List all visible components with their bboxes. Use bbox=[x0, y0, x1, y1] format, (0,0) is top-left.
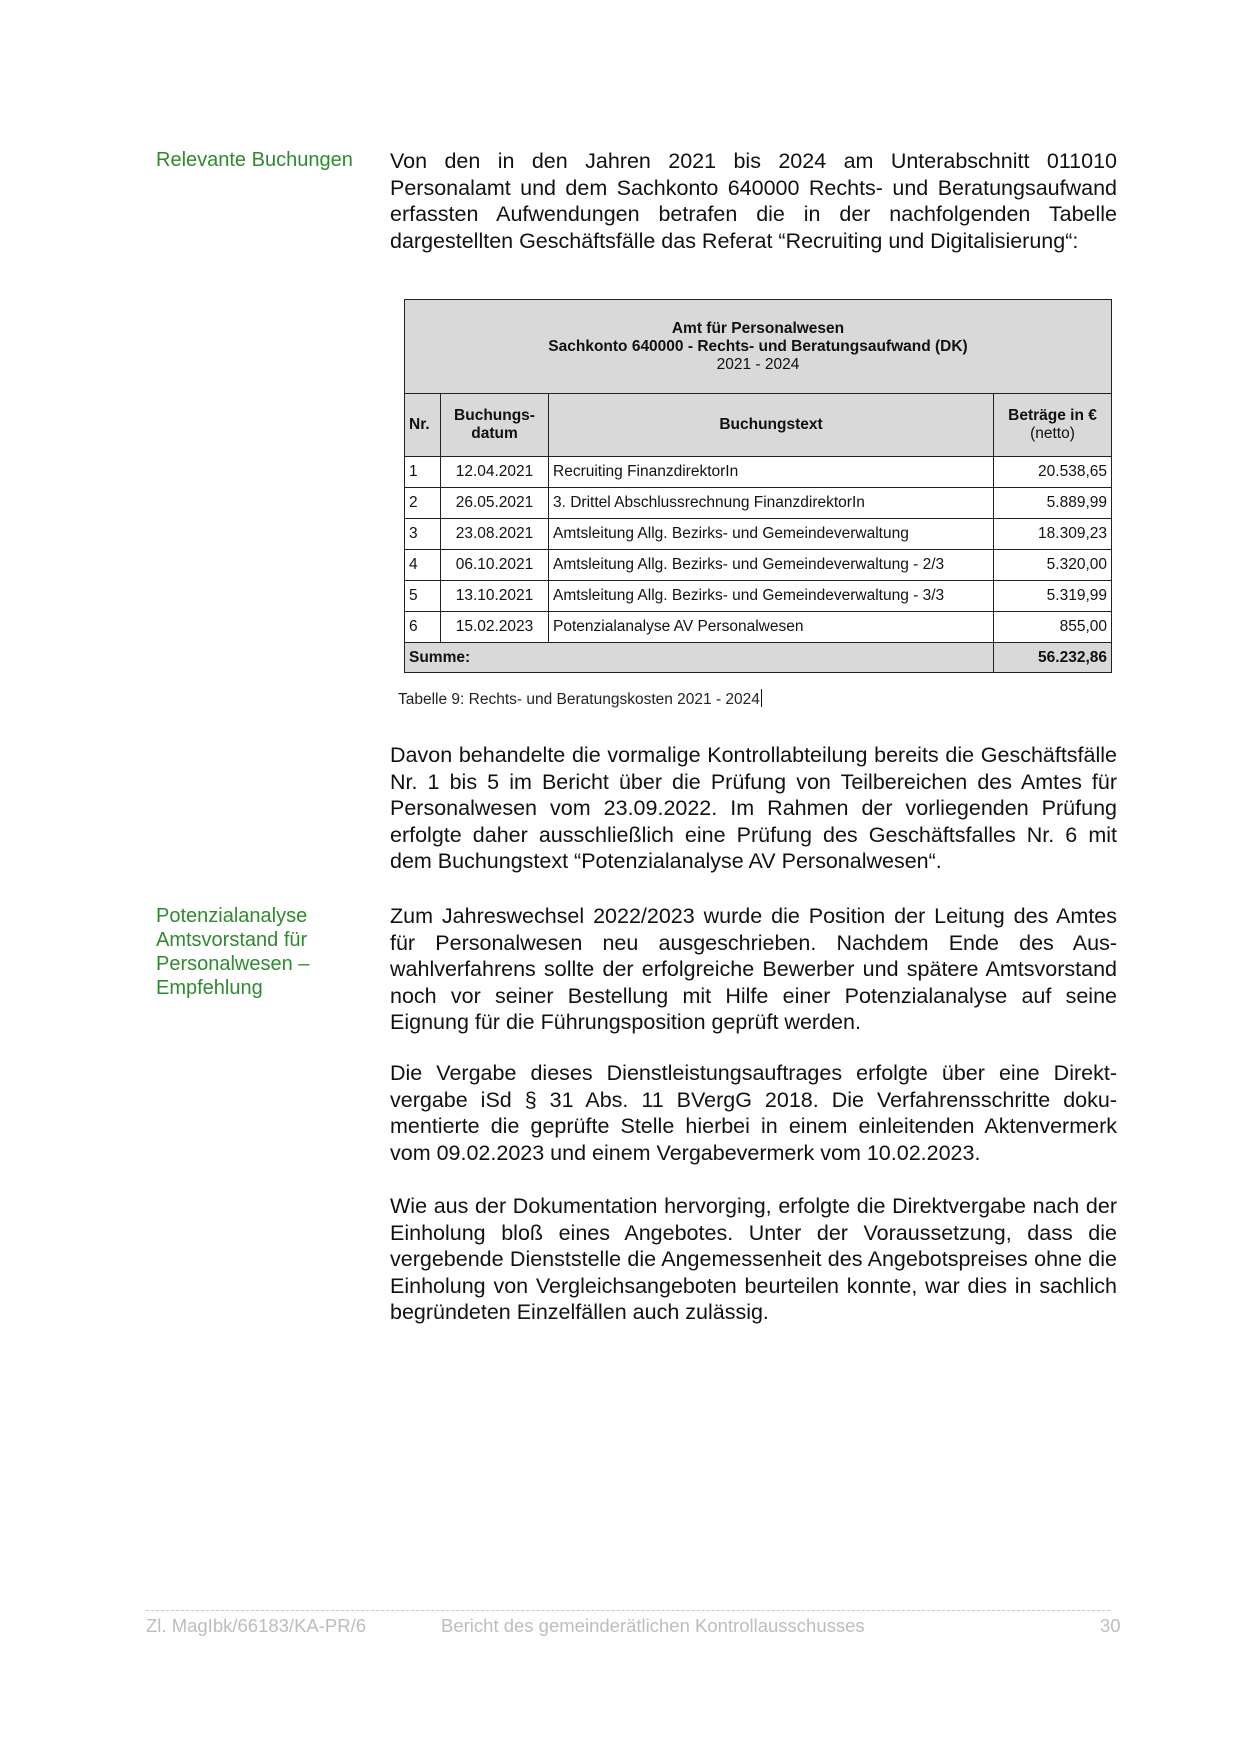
table-row bbox=[405, 519, 1112, 550]
cell-text: 3. Drittel Abschlussrechnung FinanzdirektorIn bbox=[549, 488, 994, 519]
text-cursor bbox=[761, 689, 762, 707]
cell-date: 26.05.2021 bbox=[441, 488, 549, 519]
sidenote-line: Amtsvorstand für bbox=[156, 929, 308, 951]
header-date-line2: datum bbox=[471, 425, 518, 442]
cell-amount: 18.309,23 bbox=[994, 519, 1112, 550]
header-amount-line2: (netto) bbox=[1030, 425, 1075, 442]
cell-date: 12.04.2021 bbox=[441, 457, 549, 488]
footer-page-number: 30 bbox=[1100, 1615, 1121, 1636]
table-title-row bbox=[405, 300, 1112, 394]
booking-table bbox=[404, 299, 1112, 673]
cell-text: Amtsleitung Allg. Bezirks- und Gemeindeverwaltung - 3/3 bbox=[549, 581, 994, 612]
cell-date: 06.10.2021 bbox=[441, 550, 549, 581]
sidenote-relevante-buchungen: Relevante Buchungen bbox=[156, 149, 353, 171]
paragraph-kontrollabteilung: Davon behandelte die vormalige Kontrollabteilung bereits die Geschäftsfälle Nr. 1 bis 5 im Bericht über die Prüfung von Teilbereichen des Amtes für Personalwesen vom 23.09.2022. Im Rahmen der vorliegenden Prüfung erfolgte daher ausschließlich eine Prüfung des Geschäftsfalles Nr. 6 mit dem Buchungstext “Potenzialanalyse AV Personalwesen“. bbox=[390, 743, 1117, 873]
cell-nr: 6 bbox=[405, 612, 441, 643]
cell-amount: 20.538,65 bbox=[994, 457, 1112, 488]
table-row bbox=[405, 550, 1112, 581]
table-title-line3: 2021 - 2024 bbox=[716, 355, 800, 373]
header-nr: Nr. bbox=[405, 394, 441, 457]
booking-table-container bbox=[404, 299, 1112, 673]
header-amount-line1: Beträge in € bbox=[1008, 407, 1097, 424]
cell-amount: 5.320,00 bbox=[994, 550, 1112, 581]
footer-divider bbox=[146, 1610, 1110, 1611]
table-caption-text: Tabelle 9: Rechts- und Beratungskosten 2021 - 2024 bbox=[398, 691, 760, 708]
footer-reference: Zl. MagIbk/66183/KA-PR/6 bbox=[146, 1615, 367, 1636]
table-title-line2: Sachkonto 640000 - Rechts- und Beratungsaufwand (DK) bbox=[548, 337, 968, 355]
sidenote-line: Personalwesen – bbox=[156, 953, 310, 975]
cell-amount: 5.319,99 bbox=[994, 581, 1112, 612]
header-date bbox=[441, 394, 549, 457]
header-date-line1: Buchungs- bbox=[454, 407, 535, 424]
cell-nr: 4 bbox=[405, 550, 441, 581]
table-row bbox=[405, 488, 1112, 519]
paragraph-dokumentation: Wie aus der Dokumentation hervorging, erfolgte die Direktvergabe nach der Einholung bloß eines Angebotes. Unter der Voraussetzung, dass die vergebende Dienststelle die Angemessenheit des Angebotspreises ohne die Einholung von Vergleichsangeboten beurteilen konnte, war dies in sachlich begründeten Einzelfällen auch zulässig. bbox=[390, 1194, 1117, 1324]
table-row bbox=[405, 612, 1112, 643]
cell-amount: 855,00 bbox=[994, 612, 1112, 643]
paragraph-jahreswechsel: Zum Jahreswechsel 2022/2023 wurde die Position der Leitung des Amtes für Personalwesen neu ausgeschrieben. Nachdem Ende des Auswahlverfahrens sollte der erfolgreiche Bewerber und spätere Amtsvorstand noch vor seiner Bestellung mit Hilfe einer Potenzialanalyse auf seine Eignung für die Führungsposition geprüft werden. bbox=[390, 904, 1117, 1034]
table-title-cell bbox=[405, 300, 1112, 394]
header-text: Buchungstext bbox=[549, 394, 994, 457]
header-amount bbox=[994, 394, 1112, 457]
sidenote-line: Potenzialanalyse bbox=[156, 905, 308, 927]
sidenote-line: Empfehlung bbox=[156, 977, 263, 999]
paragraph-vergabe: Die Vergabe dieses Dienstleistungsauftrages erfolgte über eine Direktvergabe iSd § 31 Abs. 11 BVergG 2018. Die Verfahrensschritte dokumentierte die geprüfte Stelle hierbei in einem einleitenden Aktenvermerk vom 09.02.2023 und einem Vergabevermerk vom 10.02.2023. bbox=[390, 1061, 1117, 1165]
table-row bbox=[405, 581, 1112, 612]
cell-text: Recruiting FinanzdirektorIn bbox=[549, 457, 994, 488]
table-sum-row bbox=[405, 643, 1112, 673]
table-row bbox=[405, 457, 1112, 488]
cell-nr: 1 bbox=[405, 457, 441, 488]
cell-amount: 5.889,99 bbox=[994, 488, 1112, 519]
cell-text: Amtsleitung Allg. Bezirks- und Gemeindeverwaltung - 2/3 bbox=[549, 550, 994, 581]
cell-date: 13.10.2021 bbox=[441, 581, 549, 612]
cell-date: 23.08.2021 bbox=[441, 519, 549, 550]
cell-date: 15.02.2023 bbox=[441, 612, 549, 643]
sum-label: Summe: bbox=[405, 643, 994, 673]
footer-title: Bericht des gemeinderätlichen Kontrollausschusses bbox=[441, 1615, 865, 1636]
table-caption bbox=[398, 689, 762, 709]
paragraph-intro: Von den in den Jahren 2021 bis 2024 am Unterabschnitt 011010 Personalamt und dem Sachkonto 640000 Rechts- und Beratungsaufwand erfassten Aufwendungen betrafen die in der nachfolgenden Tabelle dargestellten Geschäftsfälle das Referat “Recruiting und Digitalisierung“: bbox=[390, 149, 1117, 253]
cell-text: Amtsleitung Allg. Bezirks- und Gemeindeverwaltung bbox=[549, 519, 994, 550]
sum-value: 56.232,86 bbox=[994, 643, 1112, 673]
table-title-line1: Amt für Personalwesen bbox=[671, 319, 845, 337]
cell-nr: 2 bbox=[405, 488, 441, 519]
cell-text: Potenzialanalyse AV Personalwesen bbox=[549, 612, 994, 643]
table-header-row bbox=[405, 394, 1112, 457]
cell-nr: 3 bbox=[405, 519, 441, 550]
cell-nr: 5 bbox=[405, 581, 441, 612]
sidenote-potenzialanalyse bbox=[156, 904, 356, 1000]
